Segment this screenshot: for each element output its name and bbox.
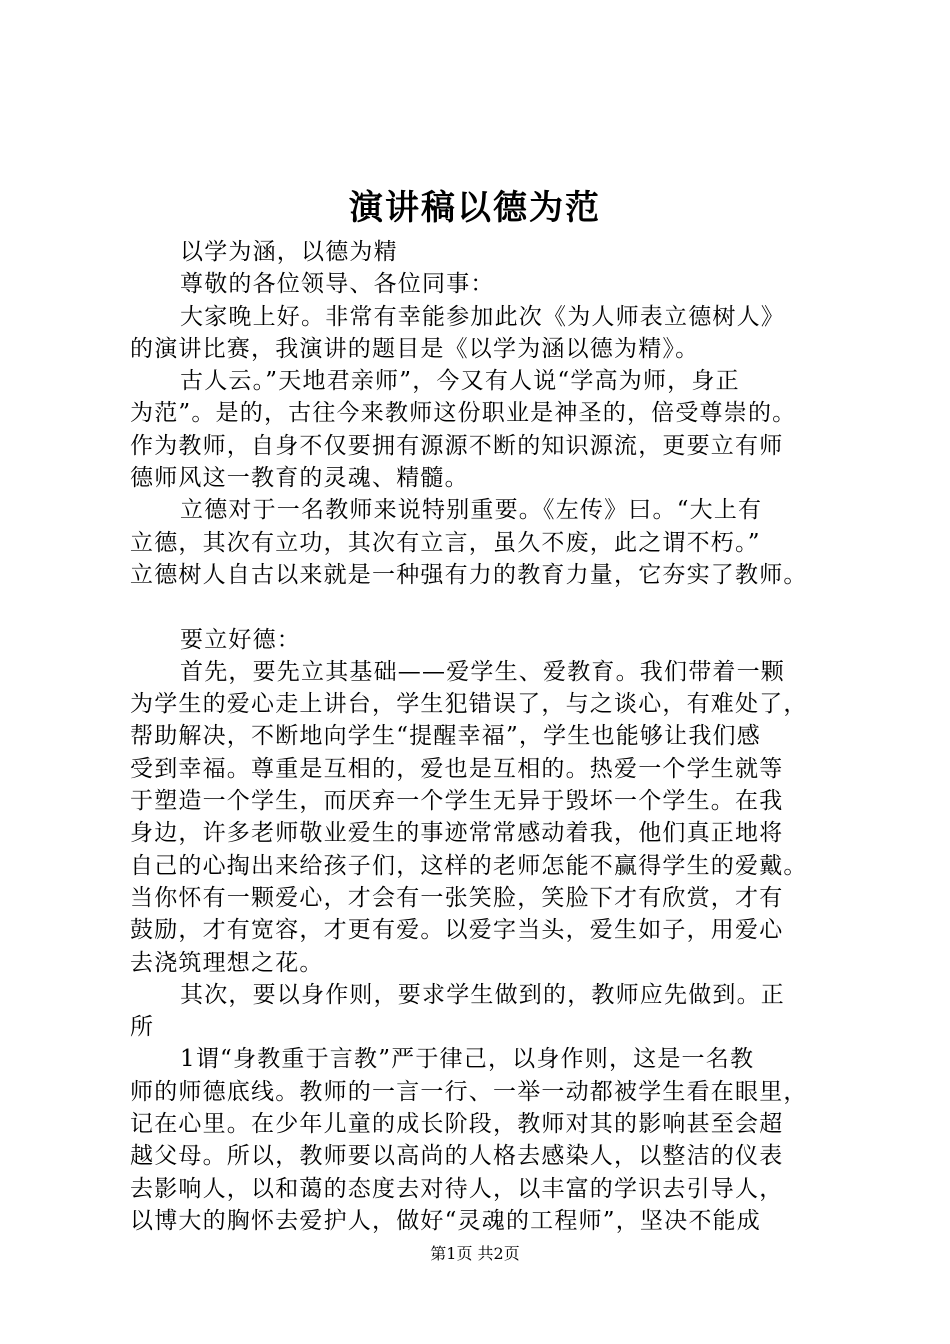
text-line: 记在心里。在少年儿童的成长阶段，教师对其的影响甚至会超 (130, 1111, 784, 1138)
text-line: 所 (130, 1014, 155, 1041)
text-line: 去影响人，以和蔼的态度去对待人，以丰富的学识去引导人， (130, 1175, 784, 1202)
text-line: 立德树人自古以来就是一种强有力的教育力量，它夯实了教师。 (130, 561, 808, 588)
text-line: 帮助解决，不断地向学生“提醒幸福”，学生也能够让我们感 (130, 723, 761, 750)
text-line: 去浇筑理想之花。 (130, 949, 324, 976)
text-line: 以学为涵，以德为精 (180, 239, 398, 265)
text-line: 要立好德： (180, 626, 301, 653)
text-line: 德师风这一教育的灵魂、精髓。 (130, 465, 469, 492)
text-line: 大家晚上好。非常有幸能参加此次《为人师表立德树人》 (180, 303, 785, 330)
text-line: 作为教师，自身不仅要拥有源源不断的知识源流，更要立有师 (130, 432, 784, 459)
document-body (130, 236, 850, 1237)
text-line: 身边，许多老师敬业爱生的事迹常常感动着我，他们真正地将 (130, 820, 784, 847)
text-line: 尊敬的各位领导、各位同事： (180, 271, 495, 298)
text-line: 古人云。”天地君亲师”，今又有人说“学高为师，身正 (180, 368, 740, 395)
text-line: 师的师德底线。教师的一言一行、一举一动都被学生看在眼里， (130, 1078, 808, 1105)
page-title: 演讲稿以德为范 (349, 188, 601, 228)
text-line: 其次，要以身作则，要求学生做到的，教师应先做到。正 (180, 981, 785, 1008)
text-line: 自己的心掏出来给孩子们，这样的老师怎能不赢得学生的爱戴。 (130, 852, 808, 879)
text-line: 1谓“身教重于言教”严于律己，以身作则，这是一名教 (180, 1046, 755, 1073)
text-line: 立德，其次有立功，其次有立言，虽久不废，此之谓不朽。” (130, 529, 761, 556)
text-line: 的演讲比赛，我演讲的题目是《以学为涵以德为精》。 (130, 335, 700, 362)
text-line: 鼓励，才有宽容，才更有爱。以爱字当头，爱生如子，用爱心 (130, 917, 784, 944)
text-line: 当你怀有一颗爱心，才会有一张笑脸，笑脸下才有欣赏，才有 (130, 884, 784, 911)
text-line: 受到幸福。尊重是互相的，爱也是互相的。热爱一个学生就等 (130, 755, 784, 782)
text-line: 立德对于一名教师来说特别重要。《左传》曰。“大上有 (180, 497, 763, 524)
text-line: 为学生的爱心走上讲台，学生犯错误了，与之谈心，有难处了， (130, 691, 808, 718)
text-line: 以博大的胸怀去爱护人，做好“灵魂的工程师”，坚决不能成 (130, 1207, 761, 1234)
blank-line (130, 591, 850, 623)
page-footer: 第1页 共2页 (430, 1244, 520, 1263)
text-line: 于塑造一个学生，而厌弃一个学生无异于毁坏一个学生。在我 (130, 788, 784, 815)
text-line: 首先，要先立其基础——爱学生、爱教育。我们带着一颗 (180, 658, 785, 685)
text-line: 为范”。是的，古往今来教师这份职业是神圣的，倍受尊崇的。 (130, 400, 797, 427)
text-line: 越父母。所以，教师要以高尚的人格去感染人，以整洁的仪表 (130, 1143, 784, 1170)
